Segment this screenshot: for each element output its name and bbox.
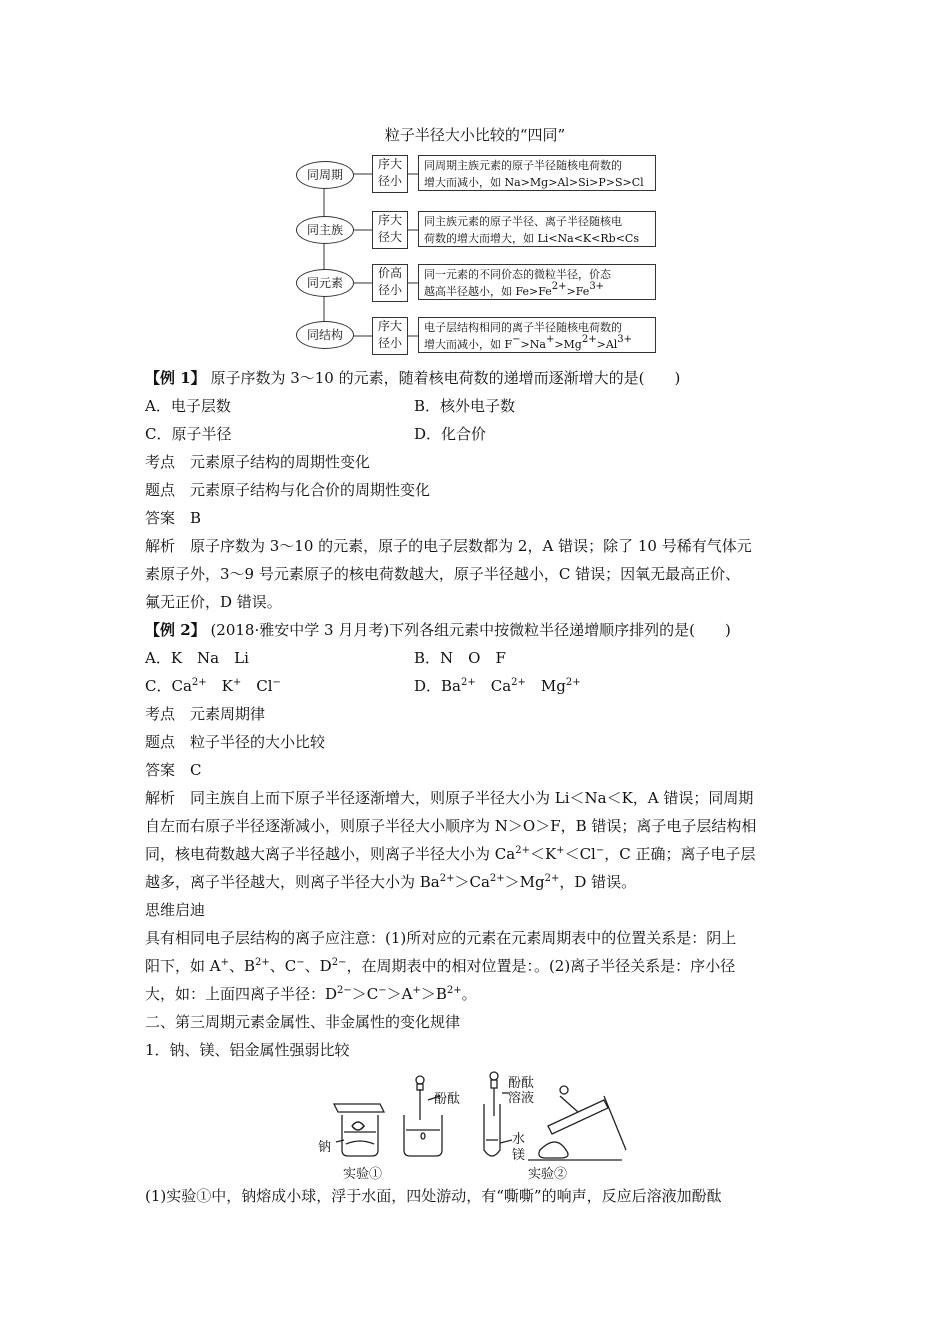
kaodian: 考点 元素原子结构的周期性变化 <box>145 453 371 471</box>
label-magnesium: 镁 <box>512 1148 526 1163</box>
example-1-question: 【例 1】 原子序数为 3～10 的元素，随着核电荷数的递增而逐渐增大的是( ) <box>145 369 681 387</box>
node-same-group: 同主族 <box>296 216 354 244</box>
option-d: D．$Ba^{2+}$ $Ca^{2+}$ $Mg^{2+}$ <box>414 677 581 695</box>
node-same-period: 同周期 <box>296 161 354 189</box>
answer: 答案 C <box>145 761 202 779</box>
siwei-line: 具有相同电子层结构的离子应注意：(1)所对应的元素在元素周期表中的位置关系是：阴上 <box>145 929 737 947</box>
analysis-line: 解析 同主族自上而下原子半径逐渐增大，则原子半径大小为 Li＜Na＜K，A 错误；同周期 <box>145 789 754 807</box>
siwei-line: 阳下，如 A+、$B^{2+}$、C−、$D^{2-}$，在周期表中的相对位置是：。(2)离子半径关系是：序小径 <box>145 957 736 975</box>
siwei-line: 大，如：上面四离子半径：$D^{2-}>C^->A^+>B^{2+}$。 <box>145 985 477 1003</box>
node-same-structure: 同结构 <box>296 321 354 349</box>
option-c: C．$Ca^{2+}$ K+ Cl− <box>145 677 281 695</box>
node-same-element: 同元素 <box>296 269 354 297</box>
analysis-line: 解析 原子序数为 3～10 的元素，原子的电子层数都为 2，A 错误；除了 10 号稀有气体元 <box>145 537 752 555</box>
analysis-line: 越多，离子半径越大，则离子半径大小为 $Ba^{2+}>Ca^{2+}>Mg^{2+}$，D 错误。 <box>145 873 637 891</box>
option-d: D．化合价 <box>414 425 487 443</box>
tag-box: 价高 径小 <box>372 264 408 302</box>
label-water: 水 <box>512 1132 526 1147</box>
label-experiment-2: 实验② <box>528 1167 568 1182</box>
siwei-title: 思维启迪 <box>145 901 206 919</box>
option-a: A．K Na Li <box>145 649 249 667</box>
section-subheading: 1．钠、镁、铝金属性强弱比较 <box>145 1041 350 1059</box>
answer: 答案 B <box>145 509 202 527</box>
tidian: 题点 元素原子结构与化合价的周期性变化 <box>145 481 431 499</box>
desc-box: 同周期主族元素的原子半径随核电荷数的 增大而减小，如 Na>Mg>Al>Si>P>S>Cl <box>418 155 656 191</box>
tag-box: 序大 径小 <box>372 155 408 193</box>
option-b: B．N O F <box>414 649 506 667</box>
label-phenolphthalein: 酚酞 <box>434 1092 461 1107</box>
analysis-line: 同，核电荷数越大离子半径越小，则离子半径大小为 $Ca^{2+}<K^+<Cl^-$，C 正确；离子电子层 <box>145 845 756 863</box>
tidian: 题点 粒子半径的大小比较 <box>145 733 326 751</box>
analysis-line: 素原子外，3～9 号元素原子的核电荷数越大，原子半径越小，C 错误；因氧无最高正价、 <box>145 565 741 583</box>
desc-box: 同一元素的不同价态的微粒半径，价态 越高半径越小，如 $Fe>Fe^{2+}>Fe^{3+}$ <box>418 264 656 300</box>
tag-box: 序大 径大 <box>372 211 408 249</box>
example-2-question: 【例 2】 (2018·雅安中学 3 月月考)下列各组元素中按微粒半径递增顺序排列的是( ) <box>145 621 731 639</box>
label-sodium: 钠 <box>318 1140 332 1155</box>
section-heading: 二、第三周期元素金属性、非金属性的变化规律 <box>145 1013 461 1031</box>
label-phenolphthalein-solution: 酚酞 溶液 <box>508 1076 535 1106</box>
diagram-title: 粒子半径大小比较的“四同” <box>384 126 566 144</box>
analysis-line: 氟无正价，D 错误。 <box>145 593 282 611</box>
option-a: A．电子层数 <box>145 397 231 415</box>
tag-box: 序大 径小 <box>372 317 408 355</box>
analysis-line: 自左而右原子半径逐渐减小，则原子半径大小顺序为 N＞O＞F，B 错误；离子电子层结构相 <box>145 817 757 835</box>
body-last-line: (1)实验①中，钠熔成小球，浮于水面，四处游动，有“嘶嘶”的响声，反应后溶液加酚酞 <box>145 1187 722 1205</box>
kaodian: 考点 元素周期律 <box>145 705 266 723</box>
option-c: C．原子半径 <box>145 425 232 443</box>
label-experiment-1: 实验① <box>343 1167 383 1182</box>
desc-box: 同主族元素的原子半径、离子半径随核电 荷数的增大而增大，如 Li<Na<K<Rb<Cs <box>418 211 656 247</box>
desc-box: 电子层结构相同的离子半径随核电荷数的 增大而减小，如 $F^->Na^+>Mg^{2+}>Al^{3+}$ <box>418 317 656 353</box>
option-b: B．核外电子数 <box>414 397 516 415</box>
